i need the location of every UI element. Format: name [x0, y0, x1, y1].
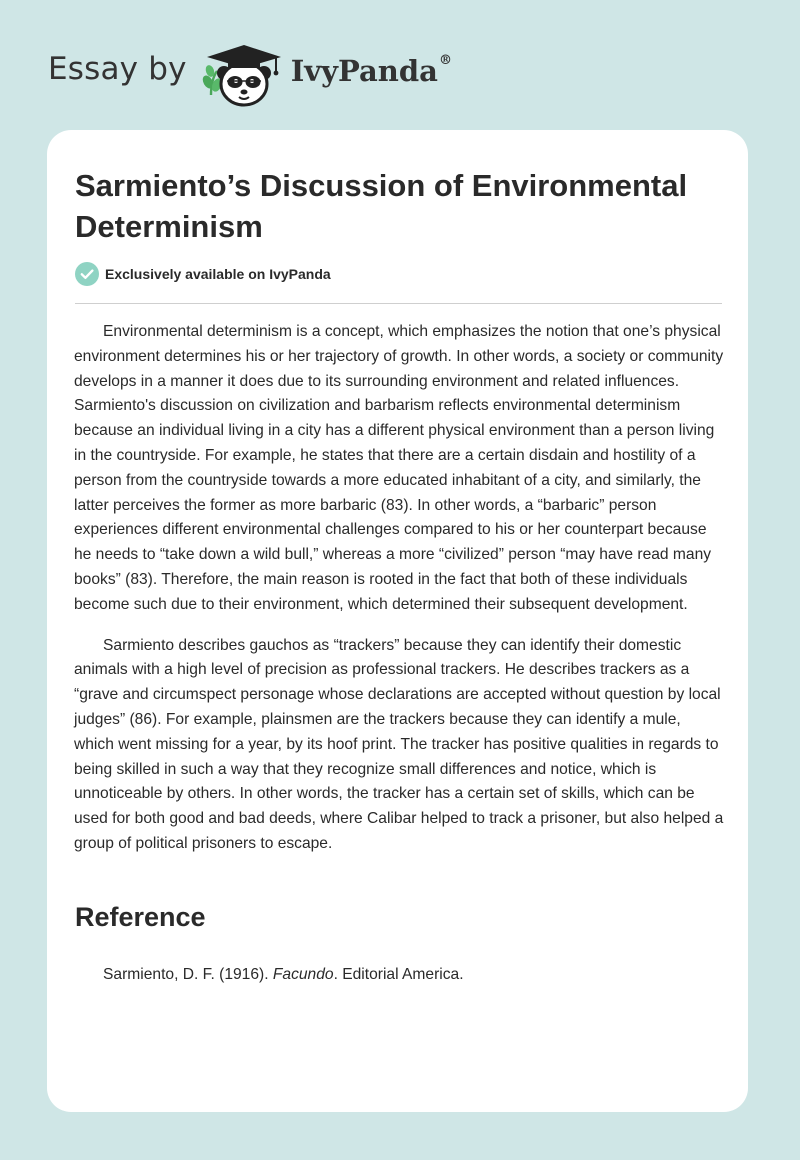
- registered-mark: ®: [438, 53, 452, 69]
- brand-prefix: Essay by: [48, 51, 187, 87]
- paragraph: Sarmiento describes gauchos as “trackers” because they can identify their domestic animals with a high level of precision as professional trackers. He describes trackers as a “grave and circumspect personage whose declarations are accepted without question by local judges” (86). For example, plainsmen are the trackers because they can identify a mule, which went missing for a year, by its hoof print. The tracker has positive qualities in regards to being skilled in such a way that they recognize small differences and notice, which is unnoticeable by others. In other words, the tracker has a certain set of skills, which can be used for both good and bad deeds, where Calibar helped to track a prisoner, but also helped a group of political prisoners to escape.: [74, 636, 724, 852]
- reference-publisher: . Editorial America.: [333, 966, 464, 983]
- essay-body: [74, 320, 724, 873]
- page-title: Sarmiento’s Discussion of Environmental Determinism: [75, 168, 688, 244]
- paragraph: Environmental determinism is a concept, which emphasizes the notion that one’s physical environment determines his or her trajectory of growth. In other words, a society or community develops in a manner it does due to its surrounding environment and related influences. Sarmiento's discussion on civilization and barbarism reflects environmental determinism because an individual living in a city has a different physical environment than a person living in the countryside. For example, he states that there are a certain disdain and hostility of a person from the countryside towards a more educated inhabitant of a city, and similarly, the latter perceives the former as more barbaric (83). In other words, a “barbaric” person experiences different environmental challenges compared to his or her counterpart because he needs to “take down a wild bull,” whereas a more “civilized” person “may have read many books” (83). Therefore, the main reason is rooted in the fact that both of these individuals become such due to their environment, which determined their subsequent development.: [74, 323, 724, 613]
- exclusive-badge-label: Exclusively available on IvyPanda: [105, 266, 331, 282]
- reference-work-title: Facundo: [272, 966, 334, 983]
- divider: [75, 303, 722, 304]
- brand-header: [48, 38, 452, 108]
- reference-heading: Reference: [75, 902, 206, 932]
- exclusive-badge: [75, 262, 331, 286]
- reference-authors: Sarmiento, D. F. (1916).: [103, 966, 273, 983]
- panda-graduate-icon: [197, 37, 289, 109]
- brand-name: IvyPanda®: [290, 53, 452, 88]
- essay-card: [47, 130, 748, 1112]
- reference-entry: [103, 963, 464, 987]
- check-circle-icon: [75, 262, 99, 286]
